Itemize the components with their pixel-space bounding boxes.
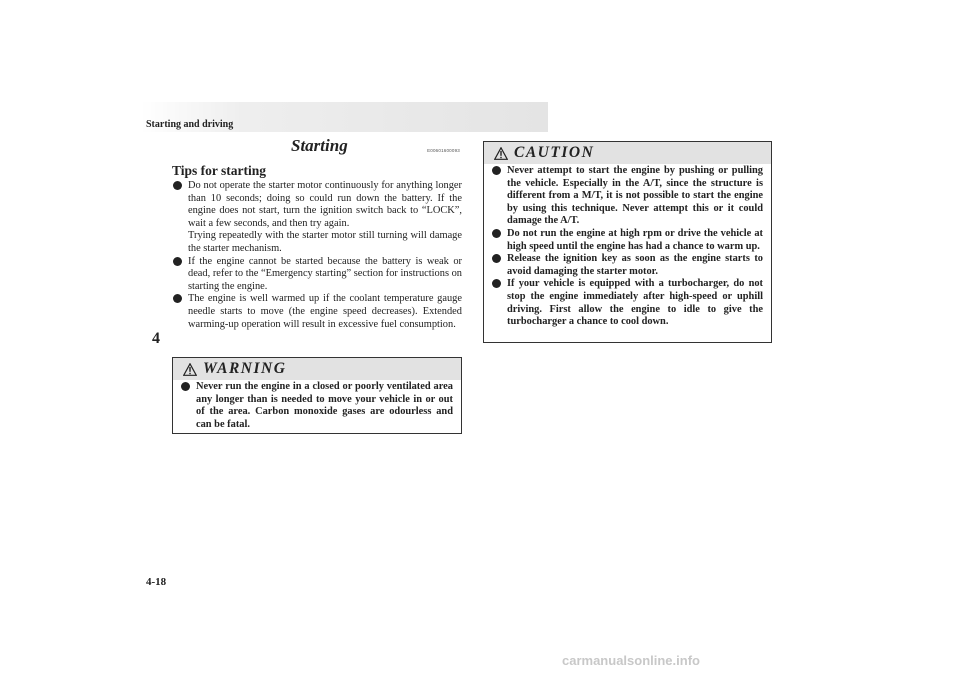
- chapter-number: 4: [152, 330, 160, 347]
- tip-text: Trying repeatedly with the starter motor still turning will damage the starter mechanism.: [188, 230, 462, 254]
- bullet-icon: [181, 382, 190, 391]
- tip-text: If the engine cannot be started because the battery is weak or dead, refer to the “Emergency starting” section for instructions on starting the engine.: [188, 255, 462, 292]
- bullet-icon: [173, 181, 182, 190]
- caution-box: [483, 141, 772, 343]
- tip-item: [172, 180, 462, 256]
- bullet-icon: [492, 229, 501, 238]
- caution-item: [492, 253, 763, 278]
- caution-item: [492, 165, 763, 228]
- warning-label: WARNING: [203, 360, 287, 377]
- warning-header: [173, 358, 461, 380]
- bullet-icon: [173, 294, 182, 303]
- caution-item: [492, 228, 763, 253]
- left-column: [172, 136, 462, 331]
- section-title-row: [172, 136, 462, 158]
- bullet-icon: [173, 257, 182, 266]
- tip-item: [172, 256, 462, 294]
- caution-triangle-icon: [494, 147, 508, 160]
- page-number: 4-18: [146, 576, 167, 588]
- caution-list: [484, 164, 771, 333]
- caution-text: Release the ignition key as soon as the engine starts to avoid damaging the starter motor.: [507, 253, 763, 277]
- tip-text: Do not operate the starter motor continuously for anything longer than 10 seconds; doing so could run down the battery. If the engine does not start, turn the ignition switch back to “LOCK”, wait a few seconds, and then try again.: [188, 180, 462, 229]
- tip-text: The engine is well warmed up if the coolant temperature gauge needle starts to move (the engine speed decreases). Extended warming-up operation will result in excessive fuel consumption.: [188, 293, 462, 330]
- caution-text: Never attempt to start the engine by pushing or pulling the vehicle. Especially in the A/T, since the structure is different from a M/T, it is not possible to start the engine by using this technique. Never attempt this or it could damage the A/T.: [507, 165, 763, 227]
- tips-list: [172, 180, 462, 331]
- caution-header: [484, 142, 771, 164]
- bullet-icon: [492, 166, 501, 175]
- caution-item: [492, 278, 763, 328]
- bullet-icon: [492, 279, 501, 288]
- tip-item: [172, 293, 462, 331]
- caution-text: If your vehicle is equipped with a turbocharger, do not stop the engine immediately after high-speed or uphill driving. First allow the engine to idle to give the turbocharger a chance to cool down.: [507, 278, 763, 328]
- caution-text: Do not run the engine at high rpm or drive the vehicle at high speed until the engine has had a chance to warm up.: [507, 227, 763, 252]
- section-code: E00601600093: [427, 148, 460, 153]
- warning-item: [181, 381, 453, 431]
- warning-triangle-icon: [183, 363, 197, 376]
- watermark: carmanualsonline.info: [562, 653, 700, 668]
- warning-box: [172, 357, 462, 434]
- warning-text: Never run the engine in a closed or poorly ventilated area any longer than is needed to move your vehicle in or out of the area. Carbon monoxide gases are odourless and can be fatal.: [196, 381, 453, 430]
- running-head: Starting and driving: [146, 119, 234, 130]
- tips-heading: Tips for starting: [172, 163, 267, 178]
- caution-label: CAUTION: [514, 144, 595, 161]
- bullet-icon: [492, 254, 501, 263]
- section-title: Starting: [291, 136, 348, 155]
- warning-list: [173, 380, 461, 435]
